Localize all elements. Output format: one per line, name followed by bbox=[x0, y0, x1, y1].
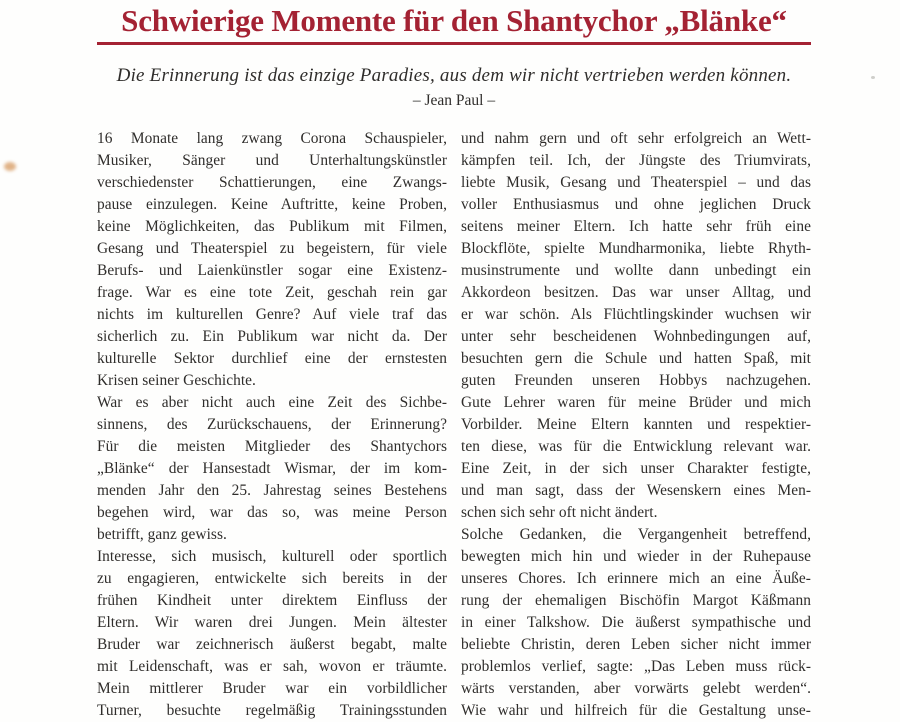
title-underline bbox=[97, 42, 811, 45]
text-line: pause einzulegen. Keine Auftritte, keine Proben, bbox=[97, 195, 447, 213]
epigraph-quote: Die Erinnerung ist das einzige Paradies, aus dem wir nicht vertrieben werden können. bbox=[116, 64, 792, 86]
article-right-column bbox=[461, 128, 811, 722]
scan-smudge bbox=[4, 162, 16, 171]
text-line: Akkordeon besitzen. Das war unser Alltag, und bbox=[461, 283, 811, 301]
article-content bbox=[97, 0, 811, 722]
text-line: wärts verstanden, aber vorwärts gelebt werden“. bbox=[461, 679, 811, 697]
text-line: bewegten mich hin und wieder in der Ruhepause bbox=[461, 547, 811, 565]
text-line: nichts im kulturellen Genre? Auf viele traf das bbox=[97, 305, 447, 323]
text-line: guten Freunden unseren Hobbys nachzugehen. bbox=[461, 371, 811, 389]
epigraph-attribution: – Jean Paul – bbox=[412, 91, 496, 109]
text-line: besuchten gern die Schule und hatten Spaß, mit bbox=[461, 349, 811, 367]
text-line: Krisen seiner Geschichte. bbox=[97, 371, 256, 389]
text-line: und man sagt, dass der Wesenskern eines Men- bbox=[461, 481, 811, 499]
text-line: Gute Lehrer waren für meine Brüder und mich bbox=[461, 393, 811, 411]
text-line: Solche Gedanken, die Vergangenheit betreffend, bbox=[461, 525, 811, 543]
text-line: voller Enthusiasmus und ohne jeglichen Druck bbox=[461, 195, 811, 213]
text-line: in einer Talkshow. Die äußerst sympathische und bbox=[461, 613, 811, 631]
text-line: problemlos verlief, sagte: „Das Leben muss rück- bbox=[461, 657, 811, 675]
text-line: mit Leidenschaft, was er sah, wovon er träumte. bbox=[97, 657, 447, 675]
text-line: Blockflöte, spielte Mundharmonika, liebte Rhyth- bbox=[461, 239, 811, 257]
text-line: „Blänke“ der Hansestadt Wismar, der im kom- bbox=[97, 459, 447, 477]
text-line: Turner, besuchte regelmäßig Trainingsstunden bbox=[97, 701, 447, 719]
text-line: unseres Chores. Ich erinnere mich an eine Äuße- bbox=[461, 569, 811, 587]
text-line: Wie wahr und hilfreich für die Gestaltung unse- bbox=[461, 701, 811, 719]
text-line: begehen wird, war das so, was meine Person bbox=[97, 503, 447, 521]
text-line: liebte Musik, Gesang und Theaterspiel – und das bbox=[461, 173, 811, 191]
text-line: sicherlich zu. Ein Publikum war nicht da. Der bbox=[97, 327, 447, 345]
text-line: menden Jahr den 25. Jahrestag seines Bestehens bbox=[97, 481, 447, 499]
text-line: betrifft, ganz gewiss. bbox=[97, 525, 227, 543]
text-line: unter sehr bescheidenen Wohnbedingungen auf, bbox=[461, 327, 811, 345]
text-line: rung der ehemaligen Bischöfin Margot Käßmann bbox=[461, 591, 811, 609]
text-line: keine Möglichkeiten, das Publikum mit Filmen, bbox=[97, 217, 447, 235]
text-line: 16 Monate lang zwang Corona Schauspieler, bbox=[97, 129, 447, 147]
text-line: War es aber nicht auch eine Zeit des Sichbe- bbox=[97, 393, 447, 411]
text-line: frühen Kindheit unter direktem Einfluss der bbox=[97, 591, 447, 609]
text-line: Berufs- und Laienkünstler sogar eine Existenz- bbox=[97, 261, 447, 279]
text-line: Musiker, Sänger und Unterhaltungskünstler bbox=[97, 151, 447, 169]
text-line: Für die meisten Mitglieder des Shantychors bbox=[97, 437, 447, 455]
text-line: Interesse, sich musisch, kulturell oder sportlich bbox=[97, 547, 447, 565]
text-line: verschiedenster Schattierungen, eine Zwangs- bbox=[97, 173, 447, 191]
text-line: beliebte Christin, deren Leben sicher nicht immer bbox=[461, 635, 811, 653]
text-line: ten diese, was für die Entwicklung relevant war. bbox=[461, 437, 811, 455]
text-line: Eine Zeit, in der sich unser Charakter festigte, bbox=[461, 459, 811, 477]
text-line: Vorbilder. Meine Eltern kannten und respektier- bbox=[461, 415, 811, 433]
text-line: seitens meiner Eltern. Ich hatte sehr früh eine bbox=[461, 217, 811, 235]
text-line: kämpfen teil. Ich, der Jüngste des Triumvirats, bbox=[461, 151, 811, 169]
text-line: frage. War es eine tote Zeit, geschah rein gar bbox=[97, 283, 447, 301]
text-line: Mein mittlerer Bruder war ein vorbildlicher bbox=[97, 679, 447, 697]
page-title: Schwierige Momente für den Shantychor „Blänke“ bbox=[121, 3, 787, 38]
text-line: er war schön. Als Flüchtlingskinder wuchsen wir bbox=[461, 305, 811, 323]
article-left-column bbox=[97, 128, 447, 722]
text-line: Gesang und Theaterspiel zu begeistern, für viele bbox=[97, 239, 447, 257]
text-line: Eltern. Wir waren drei Jungen. Mein ältester bbox=[97, 613, 447, 631]
text-line: und nahm gern und oft sehr erfolgreich an Wett- bbox=[461, 129, 811, 147]
text-line: musinstrumente und wollte dann unbedingt ein bbox=[461, 261, 811, 279]
text-line: Bruder war zeichnerisch äußerst begabt, malte bbox=[97, 635, 447, 653]
text-line: sinnens, des Zurückschauens, der Erinnerung? bbox=[97, 415, 447, 433]
text-line: kulturelle Sektor durchlief eine der ernstesten bbox=[97, 349, 447, 367]
text-line: schen sich sehr oft nicht ändert. bbox=[461, 503, 658, 521]
article-body bbox=[97, 128, 811, 722]
scan-speck bbox=[871, 76, 875, 79]
text-line: zu engagieren, entwickelte sich bereits in der bbox=[97, 569, 447, 587]
